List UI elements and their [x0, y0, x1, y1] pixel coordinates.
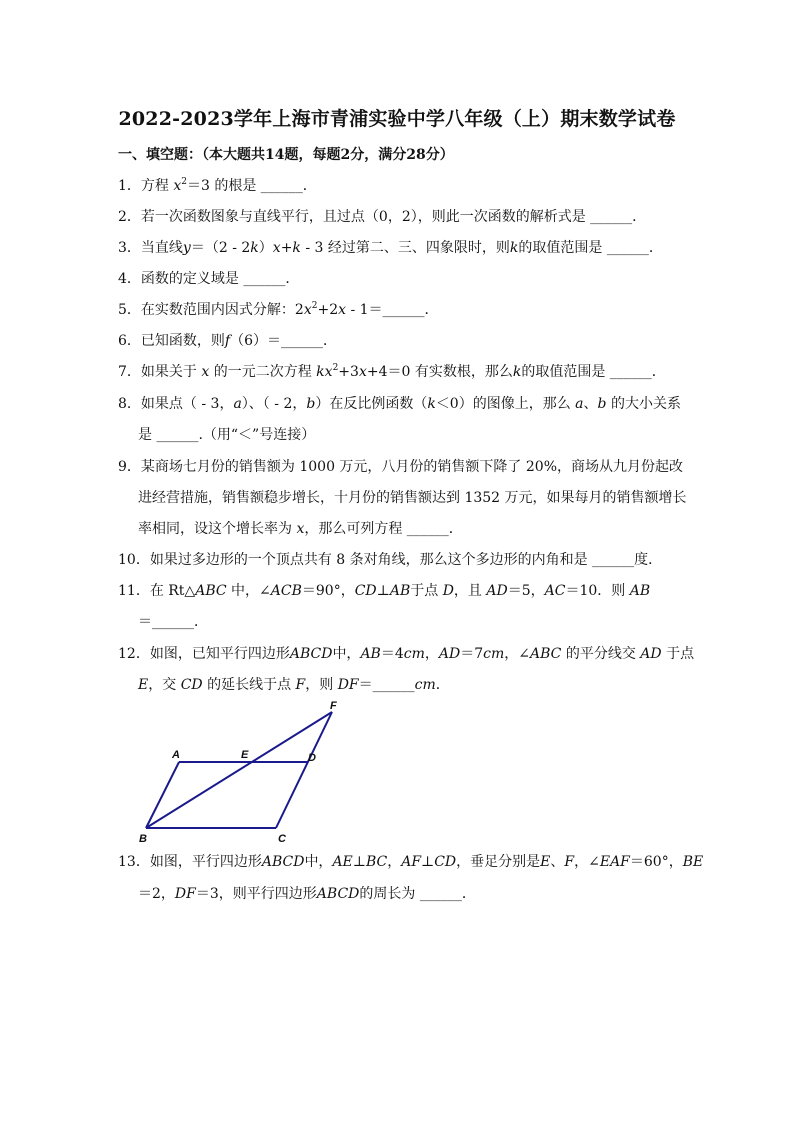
- question-4: 4．函数的定义域是 ______．: [118, 271, 300, 287]
- label-d: D: [308, 752, 316, 764]
- question-2: 2．若一次函数图象与直线平行，且过点（0，2），则此一次函数的解析式是 ______．: [118, 209, 647, 225]
- section-heading: 一、填空题：（本大题共14题，每题2分，满分28分）: [118, 147, 454, 163]
- question-12: 12．如图，已知平行四边形ABCD中，AB＝4cm，AD＝7cm，∠ABC 的平分线交 AD 于点: [118, 646, 695, 662]
- question-8-line-2: 是 ______.（用“＜”号连接）: [138, 427, 316, 443]
- label-b: B: [139, 833, 147, 845]
- question-13: 13．如图，平行四边形ABCD中，AE⊥BC，AF⊥CD，垂足分别是E、F，∠EAF＝60°，BE: [118, 854, 704, 870]
- question-7: 7．如果关于 x 的一元二次方程 $kx^2+3x+4=0$ 有实数根，那么k的取值范围是 ______．: [118, 363, 666, 380]
- question-5: 5．在实数范围内因式分解：$2x^2+2x$ - 1＝______．: [118, 301, 439, 318]
- page-title: 2022-2023学年上海市青浦实验中学八年级（上）期末数学试卷: [118, 108, 676, 130]
- question-9-line-2: 进经营措施，销售额稳步增长，十月份的销售额达到 1352 万元，如果每月的销售额增长: [138, 490, 687, 506]
- question-13-line-2: ＝2，DF＝3，则平行四边形ABCD的周长为 ______．: [138, 886, 476, 902]
- question-3: 3．当直线y＝（2 - 2k）x+k - 3 经过第二、三、四象限时，则k的取值范围是 ______．: [118, 240, 663, 256]
- question-9-line-3: 率相同，设这个增长率为 x，那么可列方程 ______．: [138, 521, 463, 537]
- question-12-line-2: E，交 CD 的延长线于点 F，则 DF＝______cm．: [138, 677, 450, 693]
- label-a: A: [172, 749, 180, 761]
- label-e: E: [241, 749, 249, 761]
- question-10: 10．如果过多边形的一个顶点共有 8 条对角线，那么这个多边形的内角和是 ______度．: [118, 552, 663, 568]
- question-9: 9．某商场七月份的销售额为 1000 万元，八月份的销售额下降了 20%，商场从九月份起改: [118, 459, 684, 475]
- question-6: 6．已知函数，则f（6）＝______．: [118, 333, 338, 349]
- parallelogram-figure: [136, 698, 356, 848]
- label-f: F: [330, 700, 337, 712]
- question-1: 1．方程 $x^2=3$ 的根是 ______．: [118, 177, 317, 194]
- question-11-line-2: ＝______．: [138, 614, 208, 630]
- question-11: 11．在 Rt△ABC 中，∠ACB＝90°，CD⊥AB于点 D，且 AD＝5，AC＝10．则 AB: [118, 583, 651, 599]
- question-8: 8．如果点（ - 3，a）、（ - 2，b）在反比例函数（k＜0）的图像上，那么 a、b 的大小关系: [118, 396, 681, 412]
- label-c: C: [278, 833, 286, 845]
